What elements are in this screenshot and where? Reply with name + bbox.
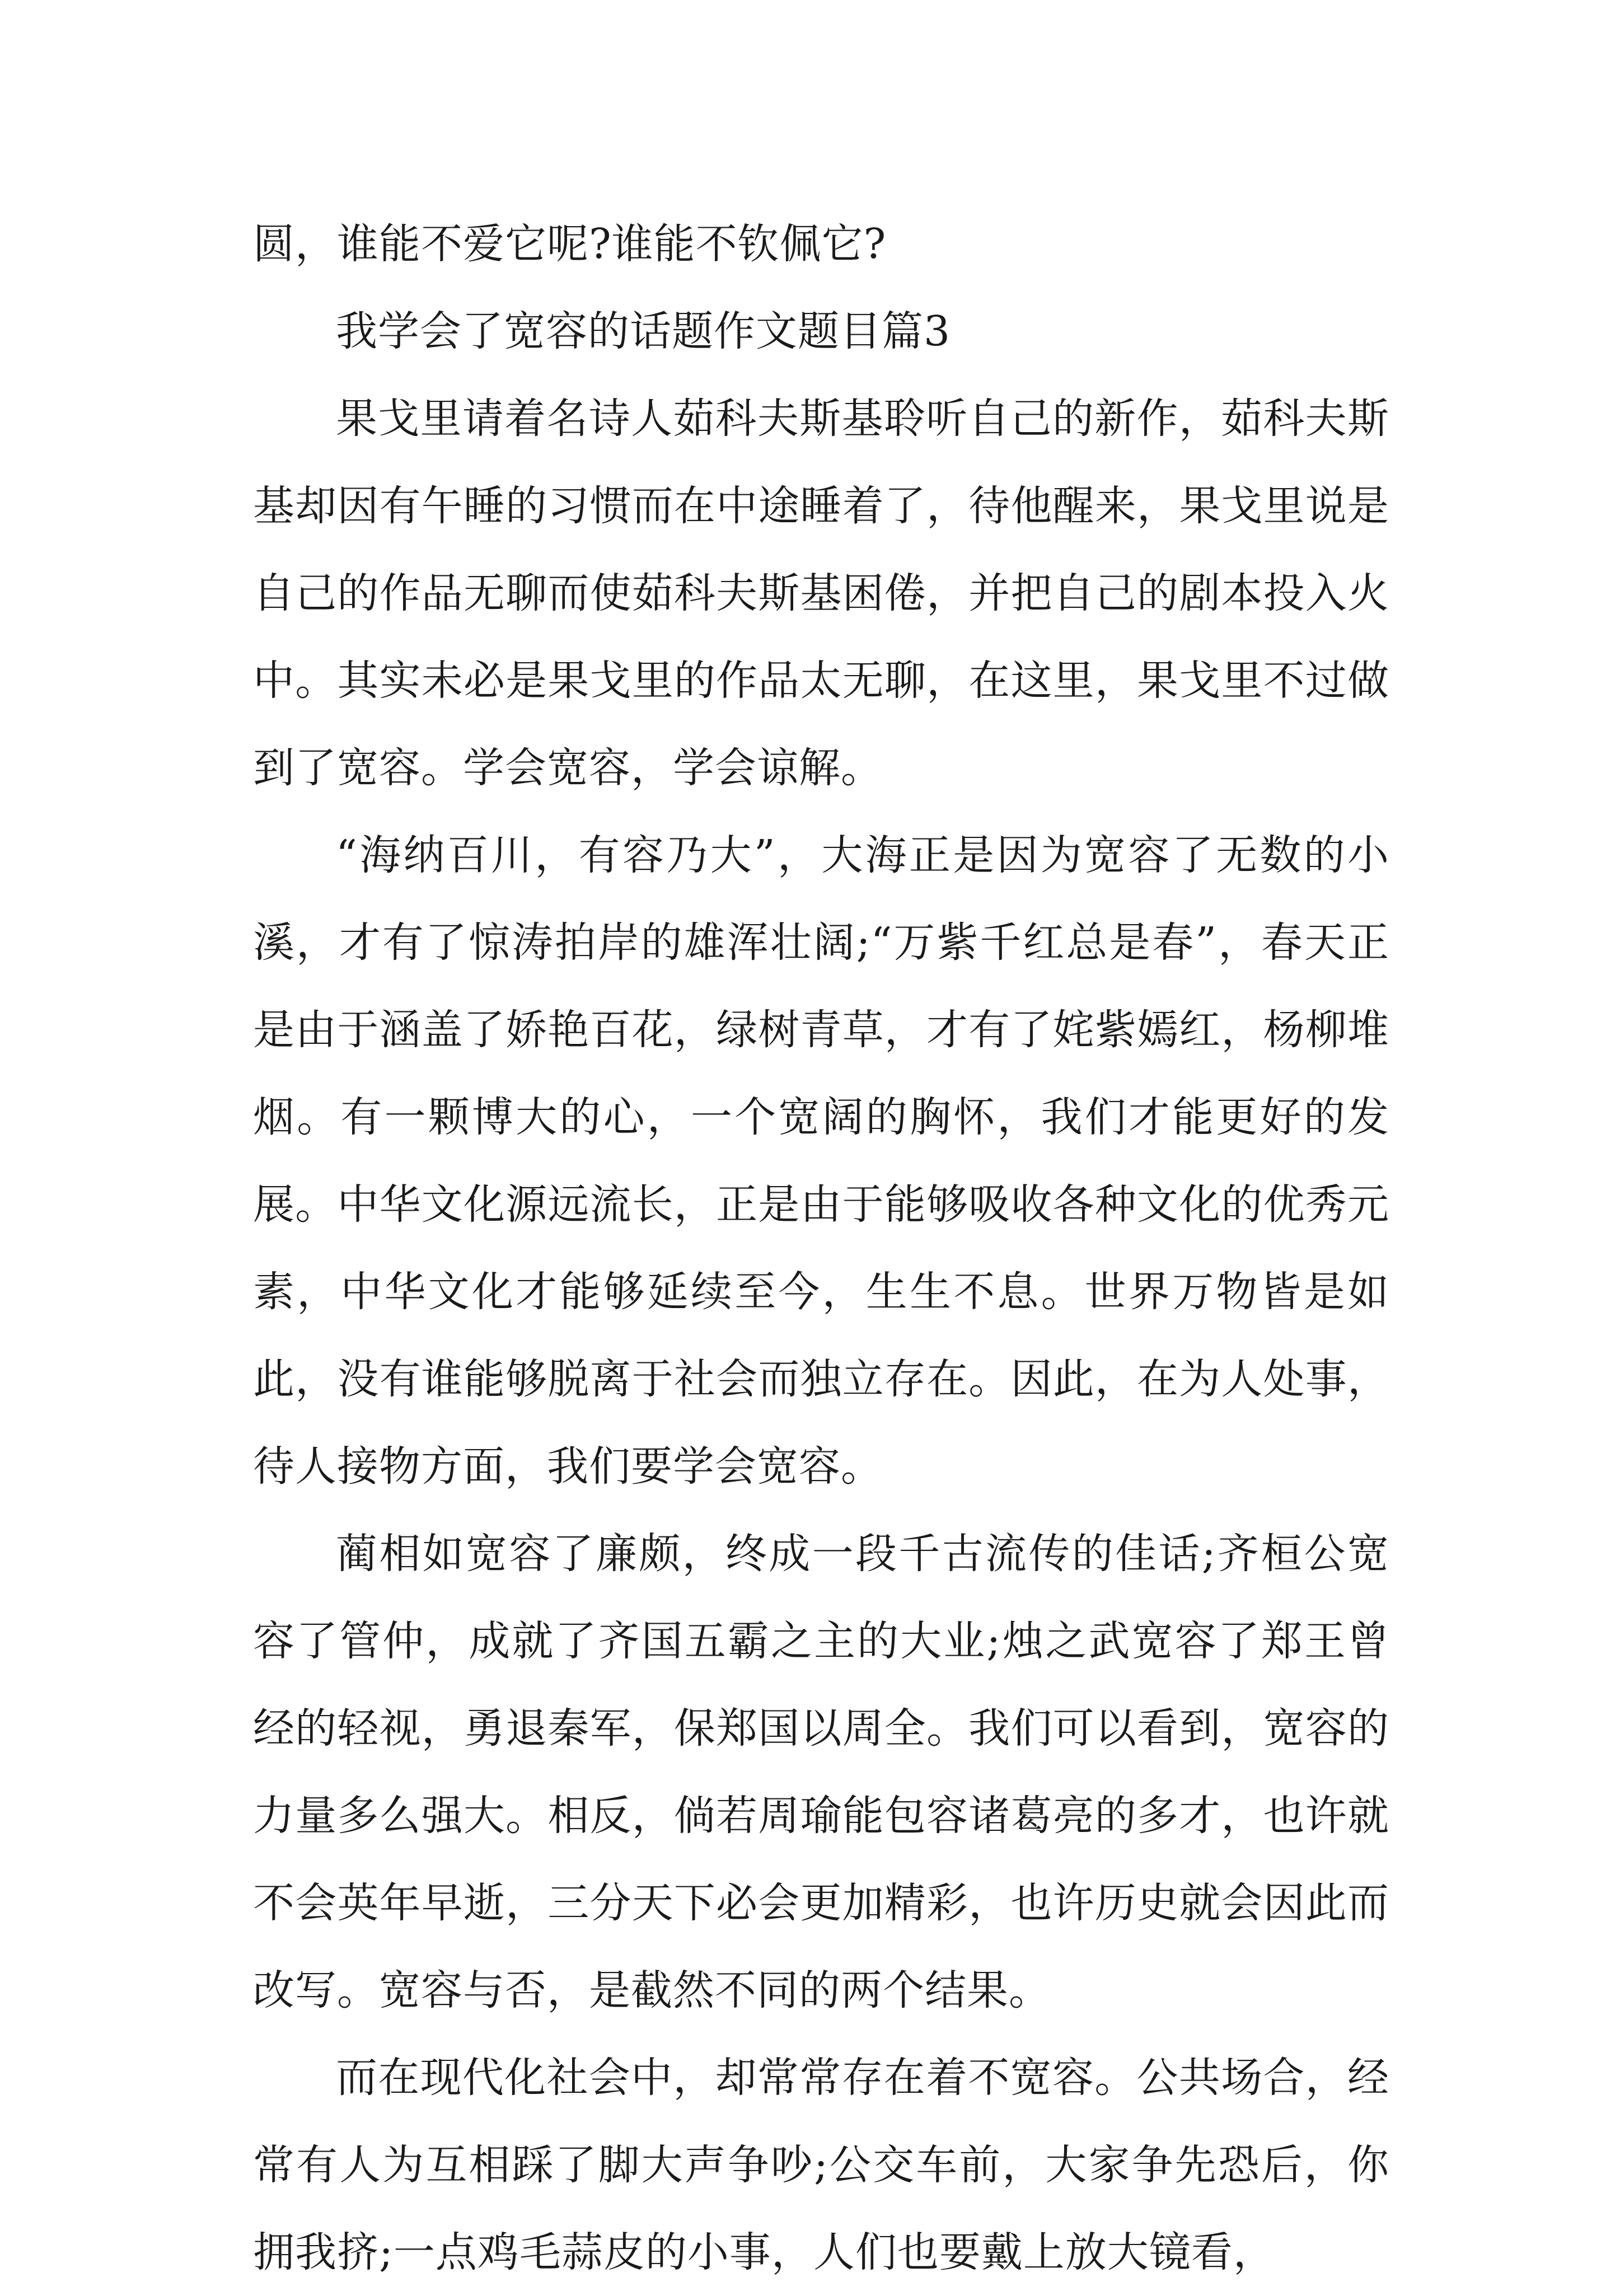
- paragraph-sea: “海纳百川，有容乃大”，大海正是因为宽容了无数的小溪，才有了惊涛拍岸的雄浑壮阔;“万紫千红总是春”，春天正是由于涵盖了娇艳百花，绿树青草，才有了姹紫嫣红，杨柳堆烟。有一颗博大的心，一个宽阔的胸怀，我们才能更好的发展。中华文化源远流长，正是由于能够吸收各种文化的优秀元素，中华文化才能够延续至今，生生不息。世界万物皆是如此，没有谁能够脱离于社会而独立存在。因此，在为人处事，待人接物方面，我们要学会宽容。: [253, 831, 1389, 1491]
- paragraph-continuation: 圆，谁能不爱它呢?谁能不钦佩它?: [253, 220, 887, 268]
- section-heading: 我学会了宽容的话题作文题目篇3: [336, 307, 951, 355]
- document-body: [253, 200, 1389, 2296]
- paragraph-history: 蔺相如宽容了廉颇，终成一段千古流传的佳话;齐桓公宽容了管仲，成就了齐国五霸之主的大业;烛之武宽容了郑王曾经的轻视，勇退秦军，保郑国以周全。我们可以看到，宽容的力量多么强大。相反，倘若周瑜能包容诸葛亮的多才，也许就不会英年早逝，三分天下必会更加精彩，也许历史就会因此而改写。宽容与否，是截然不同的两个结果。: [253, 1530, 1389, 2014]
- paragraph-gogol: 果戈里请着名诗人茹科夫斯基聆听自己的新作，茹科夫斯基却因有午睡的习惯而在中途睡着了，待他醒来，果戈里说是自己的作品无聊而使茹科夫斯基困倦，并把自己的剧本投入火中。其实未必是果戈里的作品太无聊，在这里，果戈里不过做到了宽容。学会宽容，学会谅解。: [253, 395, 1389, 792]
- paragraph-modern-society: 而在现代化社会中，却常常存在着不宽容。公共场合，经常有人为互相踩了脚大声争吵;公交车前，大家争先恐后，你拥我挤;一点鸡毛蒜皮的小事，人们也要戴上放大镜看，: [253, 2054, 1389, 2276]
